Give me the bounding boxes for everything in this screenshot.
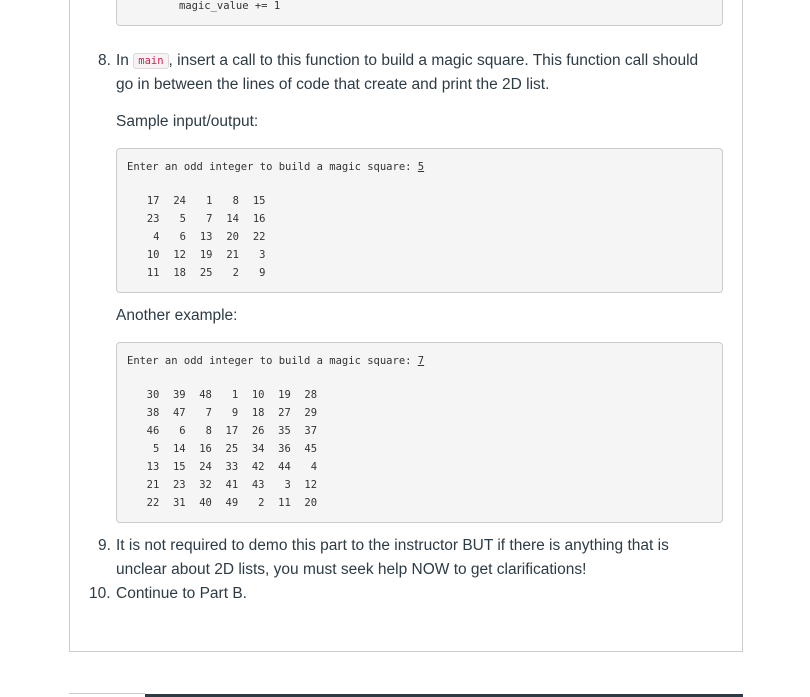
magic-square-row bbox=[133, 443, 317, 461]
another-example-label: Another example: bbox=[116, 307, 238, 324]
magic-square-cell: 42 bbox=[251, 461, 265, 473]
magic-square-cell: 47 bbox=[172, 407, 186, 419]
magic-square-cell: 34 bbox=[251, 443, 265, 455]
magic-square-cell: 39 bbox=[172, 389, 186, 401]
magic-square-cell: 4 bbox=[310, 461, 318, 473]
magic-square-row bbox=[133, 267, 266, 285]
magic-square-cell: 6 bbox=[179, 425, 186, 437]
magic-square-cell: 19 bbox=[199, 249, 213, 261]
magic-square-cell: 10 bbox=[251, 389, 265, 401]
magic-square-cell: 5 bbox=[179, 213, 186, 225]
step-9-line-2: unclear about 2D lists, you must seek help NOW to get clarifications! bbox=[116, 561, 587, 578]
example-1-code-block bbox=[116, 148, 723, 293]
magic-square-cell: 13 bbox=[199, 231, 213, 243]
example-1-input: 5 bbox=[417, 161, 425, 173]
step-8-text-after-1: , insert a call to this function to build a magic square. This function call should bbox=[168, 52, 699, 69]
magic-square-cell: 29 bbox=[304, 407, 318, 419]
magic-square-cell: 24 bbox=[199, 461, 212, 473]
magic-square-cell: 41 bbox=[225, 479, 239, 491]
magic-square-cell: 14 bbox=[172, 443, 186, 455]
magic-square-row bbox=[133, 389, 317, 407]
magic-square-cell: 38 bbox=[146, 407, 160, 419]
magic-square-cell: 26 bbox=[251, 425, 265, 437]
magic-square-cell: 4 bbox=[153, 231, 160, 243]
step-9-line-1: It is not required to demo this part to the instructor BUT if there is anything that is bbox=[116, 537, 669, 554]
magic-square-cell: 13 bbox=[146, 461, 160, 473]
magic-square-cell: 15 bbox=[172, 461, 186, 473]
step-8-text-before: In bbox=[116, 52, 129, 69]
step-8-number: 8. bbox=[98, 52, 111, 69]
magic-square-cell: 10 bbox=[146, 249, 160, 261]
magic-square-cell: 8 bbox=[232, 195, 239, 207]
step-8-text-line-2: go in between the lines of code that create and print the 2D list. bbox=[116, 76, 550, 93]
magic-square-cell: 31 bbox=[172, 497, 186, 509]
magic-square-cell: 43 bbox=[251, 479, 265, 491]
sample-label: Sample input/output: bbox=[116, 113, 259, 130]
magic-square-row bbox=[133, 461, 317, 479]
magic-square-cell: 14 bbox=[226, 213, 239, 225]
magic-square-cell: 3 bbox=[284, 479, 291, 491]
magic-square-cell: 7 bbox=[205, 407, 212, 419]
magic-square-cell: 27 bbox=[278, 407, 291, 419]
step-8-text bbox=[116, 49, 698, 74]
magic-square-cell: 2 bbox=[232, 267, 239, 279]
magic-square-cell: 2 bbox=[258, 497, 265, 509]
example-1-magic-square bbox=[133, 195, 266, 285]
magic-square-cell: 24 bbox=[173, 195, 186, 207]
example-1-prompt-text: Enter an odd integer to build a magic square: bbox=[127, 161, 418, 173]
magic-square-cell: 21 bbox=[146, 479, 160, 491]
assignment-content-panel bbox=[69, 0, 743, 652]
magic-square-cell: 12 bbox=[173, 249, 186, 261]
magic-square-cell: 19 bbox=[278, 389, 291, 401]
magic-square-cell: 18 bbox=[251, 407, 265, 419]
magic-square-cell: 8 bbox=[205, 425, 212, 437]
magic-square-cell: 23 bbox=[146, 213, 160, 225]
magic-square-row bbox=[133, 213, 266, 231]
magic-square-cell: 22 bbox=[252, 231, 266, 243]
magic-square-cell: 40 bbox=[199, 497, 212, 509]
magic-square-cell: 30 bbox=[146, 389, 160, 401]
magic-square-row bbox=[133, 425, 317, 443]
example-2-magic-square bbox=[133, 389, 317, 515]
magic-square-cell: 16 bbox=[199, 443, 212, 455]
magic-square-row bbox=[133, 231, 266, 249]
magic-square-cell: 11 bbox=[278, 497, 291, 509]
magic-square-cell: 5 bbox=[152, 443, 160, 455]
magic-square-cell: 9 bbox=[259, 267, 266, 279]
step-10-text: Continue to Part B. bbox=[116, 585, 247, 602]
example-1-prompt bbox=[127, 161, 424, 173]
magic-square-cell: 3 bbox=[259, 249, 266, 261]
magic-square-cell: 22 bbox=[146, 497, 160, 509]
magic-square-row bbox=[133, 407, 317, 425]
example-2-prompt bbox=[127, 355, 424, 367]
example-2-code-block bbox=[116, 342, 723, 523]
magic-square-cell: 20 bbox=[304, 497, 318, 509]
magic-square-cell: 23 bbox=[172, 479, 186, 491]
example-2-prompt-text: Enter an odd integer to build a magic square: bbox=[127, 355, 418, 367]
magic-square-cell: 28 bbox=[304, 389, 318, 401]
magic-square-row bbox=[133, 195, 266, 213]
magic-square-cell: 48 bbox=[199, 389, 212, 401]
magic-square-cell: 18 bbox=[173, 267, 186, 279]
magic-square-cell: 1 bbox=[231, 389, 239, 401]
magic-square-cell: 6 bbox=[179, 231, 186, 243]
magic-square-row bbox=[133, 249, 266, 267]
magic-square-cell: 11 bbox=[146, 267, 160, 279]
magic-square-cell: 17 bbox=[225, 425, 239, 437]
magic-square-cell: 36 bbox=[278, 443, 291, 455]
magic-square-cell: 44 bbox=[278, 461, 291, 473]
magic-square-cell: 7 bbox=[206, 213, 213, 225]
divider bbox=[69, 693, 145, 694]
step-10-number: 10. bbox=[89, 585, 111, 602]
magic-square-cell: 35 bbox=[278, 425, 291, 437]
magic-square-row bbox=[133, 497, 317, 515]
magic-square-cell: 15 bbox=[252, 195, 266, 207]
magic-square-cell: 12 bbox=[304, 479, 318, 491]
magic-square-cell: 1 bbox=[206, 195, 213, 207]
magic-square-cell: 49 bbox=[225, 497, 239, 509]
magic-square-cell: 9 bbox=[231, 407, 239, 419]
magic-square-cell: 37 bbox=[304, 425, 318, 437]
magic-square-cell: 16 bbox=[252, 213, 266, 225]
magic-square-cell: 21 bbox=[226, 249, 239, 261]
code-line: magic_value += 1 bbox=[179, 0, 281, 12]
example-2-input: 7 bbox=[417, 355, 425, 367]
step-9-number: 9. bbox=[98, 537, 111, 554]
magic-square-cell: 17 bbox=[146, 195, 160, 207]
magic-square-row bbox=[133, 479, 317, 497]
magic-square-cell: 46 bbox=[146, 425, 160, 437]
magic-square-cell: 25 bbox=[225, 443, 239, 455]
magic-square-cell: 32 bbox=[199, 479, 212, 491]
magic-square-cell: 33 bbox=[225, 461, 239, 473]
main-inline-code: main bbox=[133, 53, 168, 69]
magic-square-cell: 45 bbox=[304, 443, 318, 455]
magic-square-cell: 20 bbox=[226, 231, 239, 243]
previous-code-block bbox=[116, 0, 723, 26]
magic-square-cell: 25 bbox=[199, 267, 213, 279]
